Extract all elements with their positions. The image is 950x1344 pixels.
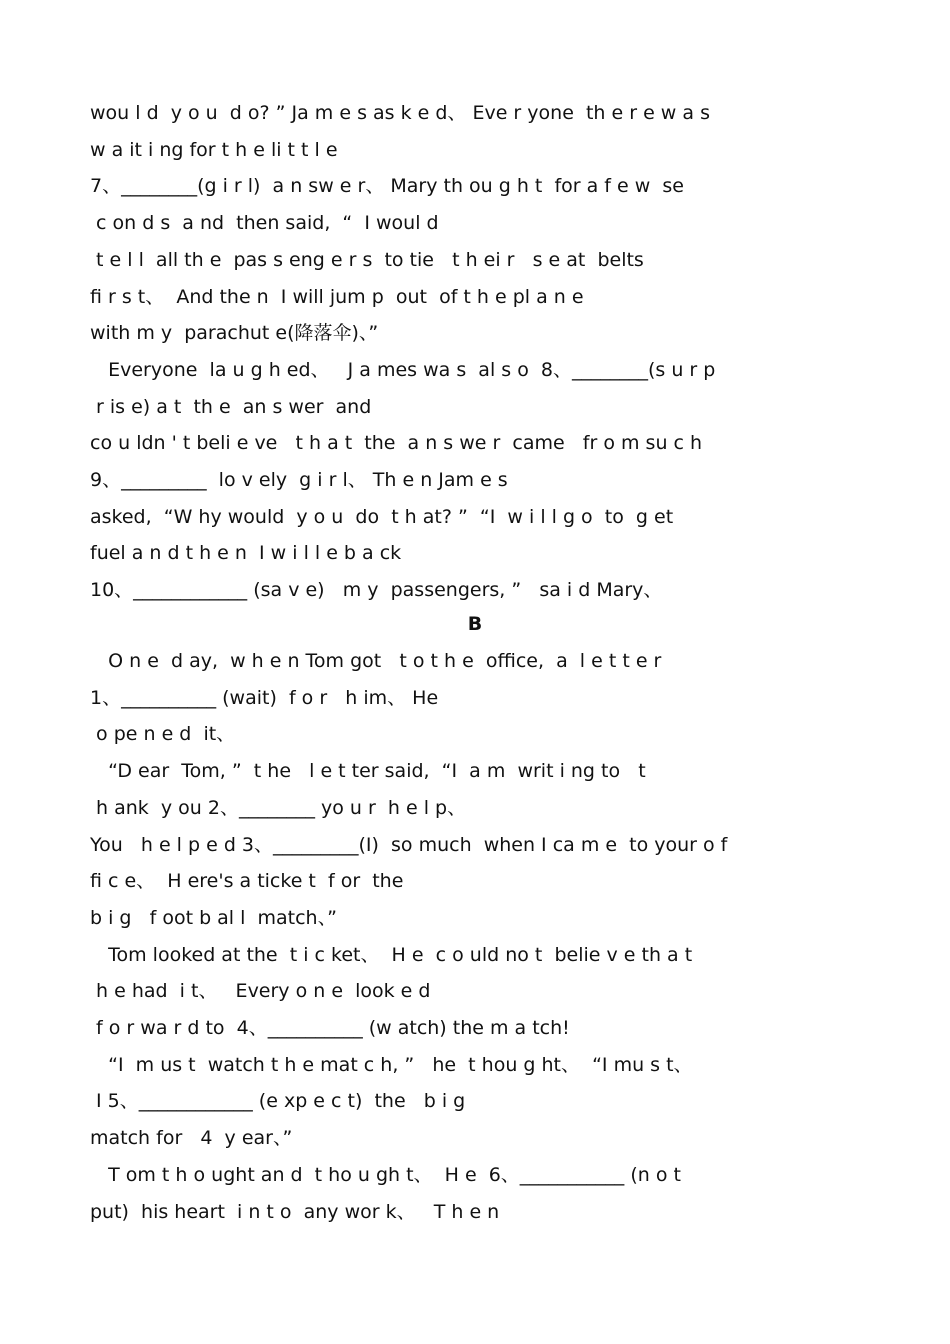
text-line: h ank y ou 2、________ yo u r h e l p、: [90, 796, 467, 819]
text-line: c on d s a nd then said, “ I woul d: [90, 212, 439, 235]
text-line: “D ear Tom, ” t he l e t ter said, “I a m writ i ng to t: [90, 760, 646, 783]
text-line: fi r s t、 And the n I will jum p out of t h e pl a n e: [90, 285, 584, 308]
text-line: b i g f oot b al l match、”: [90, 906, 337, 929]
text-line: “I m us t watch t h e mat c h, ” he t hou g ht、 “I mu s t、: [90, 1053, 693, 1076]
text-line: 1、__________ (wait) f o r h im、 He: [90, 686, 439, 709]
text-line: asked, “W hy would y o u do t h at? ” “I w i l l g o to g et: [90, 505, 674, 528]
text-line: match for 4 y ear、”: [90, 1127, 293, 1150]
text-line: w a it i ng for t h e li t t l e: [90, 138, 338, 161]
text-line: 7、________(g i r l) a n sw e r、 Mary th ou g h t for a f e w se: [90, 175, 684, 198]
text-line: t e l l all th e pas s eng e r s to tie t h ei r s e at belts: [90, 248, 644, 271]
text-line: O n e d ay, w h e n Tom got t o t h e office, a l e t t e r: [90, 650, 662, 672]
text-line: Everyone la u g h ed、 J a mes wa s al s o 8、________(s u r p: [90, 358, 716, 381]
text-line: co u ldn ' t beli e ve t h a t the a n s we r came fr o m su c h: [90, 432, 703, 455]
text-line: with m y parachut e(降落伞)、”: [90, 322, 379, 345]
text-line: f o r wa r d to 4、__________ (w atch) the m a tch!: [90, 1017, 570, 1039]
section-b-heading: B: [467, 613, 483, 635]
text-line: fuel a n d t h e n I w i l l e b a ck: [90, 542, 402, 565]
text-line: 9、_________ lo v ely g i r l、 Th e n Jam e s: [90, 469, 508, 491]
text-line: T om t h o ught an d t ho u gh t、 H e 6、___________ (n o t: [90, 1163, 681, 1186]
text-line: wou l d y o u d o? ” Ja m e s as k e d、 Eve r yone th e r e w a s: [90, 102, 710, 124]
text-line: r is e) a t th e an s wer and: [90, 395, 372, 418]
text-line: put) his heart i n t o any wor k、 T h e n: [90, 1200, 500, 1223]
text-line: Tom looked at the t i c ket、 H e c o uld no t belie v e th a t: [90, 943, 693, 966]
text-line: o pe n e d it、: [90, 723, 236, 746]
text-line: h e had i t、 Every o n e look e d: [90, 980, 431, 1003]
text-line: You h e l p e d 3、_________(I) so much when I ca m e to your o f: [90, 833, 728, 856]
text-line: I 5、____________ (e xp e c t) the b i g: [90, 1090, 466, 1113]
text-line: 10、____________ (sa v e) m y passengers, ” sa i d Mary、: [90, 579, 663, 602]
text-line: fi c e、 H ere's a ticke t f or the: [90, 870, 404, 893]
